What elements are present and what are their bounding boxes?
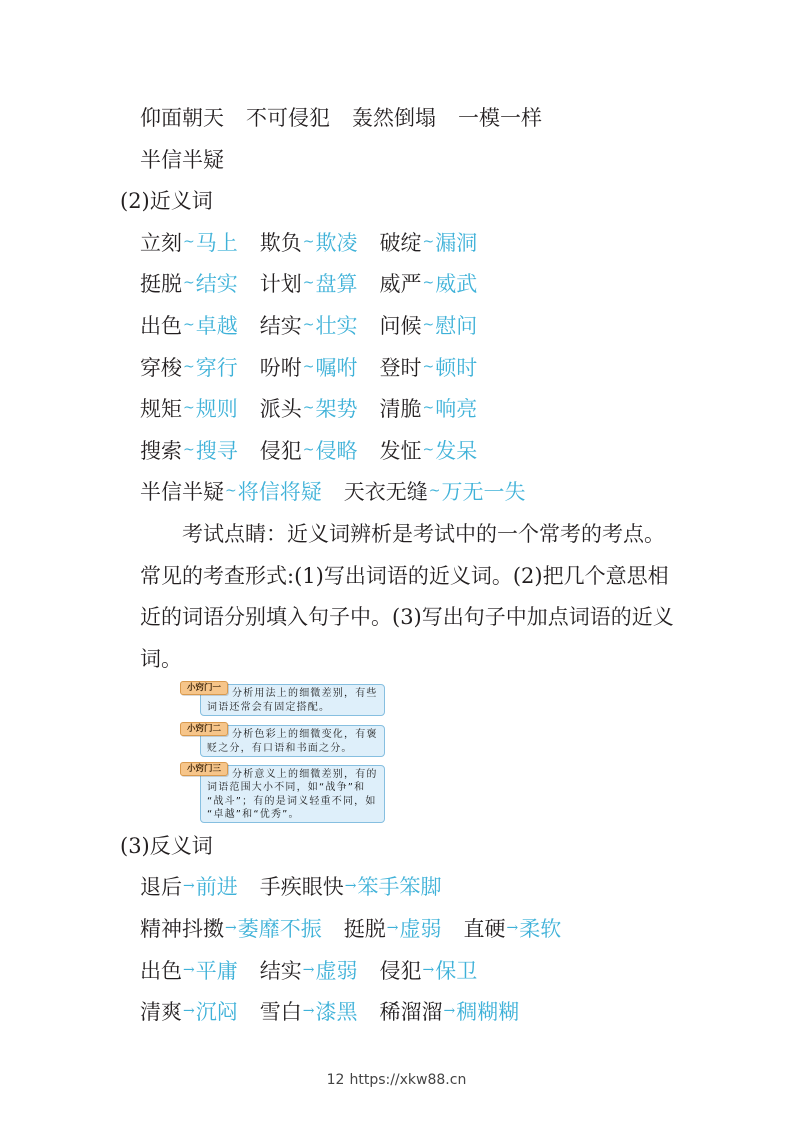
synonym-word: 派头 [259, 397, 302, 422]
tilde-connector: ~ [183, 358, 195, 375]
synonym-word: 清脆 [379, 397, 422, 422]
exam-tip-line [0, 554, 793, 596]
synonym-answer: 侵略 [315, 438, 358, 463]
arrow-connector: → [344, 878, 357, 895]
tilde-connector: ~ [302, 358, 315, 375]
synonym-word: 挺脱 [140, 272, 182, 297]
arrow-connector: → [183, 878, 195, 895]
synonym-word: 半信半疑 [140, 480, 224, 505]
antonym-word: 挺脱 [343, 917, 386, 942]
antonym-pair [140, 955, 238, 985]
tilde-connector: ~ [225, 483, 237, 500]
arrow-connector: → [506, 920, 519, 937]
exam-tip-line [0, 595, 793, 637]
synonym-pair [260, 393, 358, 423]
synonym-answer: 结实 [195, 272, 238, 297]
antonym-answer: 笨手笨脚 [357, 875, 442, 900]
antonym-word: 退后 [140, 875, 182, 900]
exam-tip-text: 考试点睛：近义词辨析是考试中的一个常考的考点。 [182, 521, 665, 546]
page-footer [0, 1070, 793, 1090]
synonym-pair [379, 435, 477, 465]
tilde-connector: ~ [183, 400, 195, 417]
synonym-pair [379, 352, 477, 382]
synonym-row [0, 471, 793, 513]
exam-tip-line [0, 637, 793, 679]
tip-text-line: 贬之分，有口语和书面之分。 [207, 742, 353, 754]
antonyms-heading-text: (3)反义词 [120, 833, 213, 858]
tip-text-line: 词语还常会有固定搭配。 [207, 701, 331, 713]
tip-text-line: 分析色彩上的细微变化，有褒 [232, 728, 378, 740]
synonym-word: 侵犯 [259, 438, 302, 463]
synonym-pair [260, 435, 358, 465]
arrow-connector: → [183, 961, 195, 978]
synonym-word: 搜索 [140, 438, 182, 463]
synonym-pair [140, 310, 238, 340]
tilde-connector: ~ [422, 316, 435, 333]
tilde-connector: ~ [422, 441, 435, 458]
synonym-word: 发怔 [379, 438, 422, 463]
idiom-word: 轰然倒塌 [352, 105, 436, 130]
antonym-pair [379, 996, 519, 1026]
arrow-connector: → [302, 961, 315, 978]
tip-text-line: “卓越”和“优秀”。 [207, 809, 300, 821]
synonym-pair [379, 393, 477, 423]
tilde-connector: ~ [302, 316, 315, 333]
antonym-row [0, 990, 793, 1032]
idiom-word: 不可侵犯 [246, 105, 330, 130]
tilde-connector: ~ [422, 400, 435, 417]
synonym-row [0, 221, 793, 263]
synonym-pair [140, 268, 238, 298]
page-content [0, 96, 793, 1032]
synonym-answer: 卓越 [195, 313, 238, 338]
idiom-word: 半信半疑 [140, 147, 224, 172]
tip-text-line: 分析用法上的细微差别，有些 [232, 687, 378, 699]
antonym-answer: 萎靡不振 [237, 917, 322, 942]
antonym-word: 出色 [140, 958, 182, 983]
antonym-word: 直硬 [463, 917, 506, 942]
synonym-answer: 顿时 [435, 355, 478, 380]
arrow-connector: → [183, 1003, 195, 1020]
synonym-pair [140, 435, 238, 465]
synonym-word: 立刻 [140, 230, 182, 255]
synonym-word: 欺负 [259, 230, 302, 255]
idiom-word: 仰面朝天 [140, 105, 224, 130]
synonym-word: 登时 [379, 355, 422, 380]
synonym-answer: 搜寻 [195, 438, 238, 463]
synonym-word: 结实 [259, 313, 302, 338]
antonym-word: 雪白 [259, 1000, 302, 1025]
synonym-answer: 发呆 [435, 438, 478, 463]
tips-panel [0, 679, 793, 825]
antonym-answer: 平庸 [195, 958, 238, 983]
idiom-row [0, 138, 793, 180]
synonym-word: 穿梭 [140, 355, 182, 380]
synonym-pair [379, 227, 477, 257]
tilde-connector: ~ [422, 358, 435, 375]
antonym-word: 精神抖擞 [140, 917, 224, 942]
synonym-pair [260, 268, 358, 298]
antonym-pair [463, 913, 561, 943]
antonym-pair [379, 955, 477, 985]
antonym-answer: 柔软 [519, 917, 562, 942]
antonym-answer: 稠糊糊 [456, 1000, 520, 1025]
synonym-word: 出色 [140, 313, 182, 338]
tilde-connector: ~ [302, 400, 315, 417]
synonym-row [0, 429, 793, 471]
synonym-word: 问候 [379, 313, 422, 338]
synonym-word: 吩咐 [259, 355, 302, 380]
page-number: 12 [326, 1072, 345, 1088]
exam-tip-text: 词。 [140, 646, 182, 671]
synonym-answer: 欺凌 [315, 230, 358, 255]
synonym-word: 计划 [259, 272, 302, 297]
synonym-pair [260, 310, 358, 340]
synonym-pair [140, 476, 322, 506]
antonym-word: 稀溜溜 [379, 1000, 443, 1025]
synonym-pair [344, 476, 526, 506]
synonym-answer: 漏洞 [435, 230, 478, 255]
synonym-pair [140, 393, 238, 423]
tilde-connector: ~ [183, 441, 195, 458]
synonym-row [0, 304, 793, 346]
antonym-pair [140, 913, 322, 943]
antonym-pair [140, 871, 238, 901]
synonym-pair [140, 227, 238, 257]
tip-text-line: 词语范围大小不同，如“战争”和 [207, 782, 366, 794]
tilde-connector: ~ [422, 233, 435, 250]
tilde-connector: ~ [183, 233, 195, 250]
arrow-connector: → [225, 920, 237, 937]
synonym-pair [260, 352, 358, 382]
synonyms-heading [0, 179, 793, 221]
tip-label: 小窍门一 [180, 681, 228, 695]
antonym-answer: 虚弱 [399, 917, 442, 942]
synonym-answer: 嘱咐 [315, 355, 358, 380]
exam-tip-text: 常见的考查形式:(1)写出词语的近义词。(2)把几个意思相 [140, 563, 669, 588]
idiom-word: 一模一样 [458, 105, 542, 130]
arrow-connector: → [422, 961, 435, 978]
synonym-answer: 壮实 [315, 313, 358, 338]
tilde-connector: ~ [428, 483, 441, 500]
tilde-connector: ~ [302, 233, 315, 250]
synonym-word: 威严 [379, 272, 422, 297]
antonym-word: 侵犯 [379, 958, 422, 983]
antonym-pair [260, 996, 358, 1026]
tilde-connector: ~ [302, 441, 315, 458]
arrow-connector: → [386, 920, 399, 937]
antonym-pair [344, 913, 442, 943]
antonym-answer: 前进 [195, 875, 238, 900]
synonym-answer: 规则 [195, 397, 238, 422]
exam-tip-text: 近的词语分别填入句子中。(3)写出句子中加点词语的近义 [140, 605, 674, 630]
antonym-pair [260, 955, 358, 985]
synonym-answer: 万无一失 [441, 480, 526, 505]
synonym-pair [379, 268, 477, 298]
synonym-row [0, 263, 793, 305]
antonym-row [0, 949, 793, 991]
antonym-answer: 虚弱 [315, 958, 358, 983]
tip-label: 小窍门三 [180, 762, 228, 776]
tilde-connector: ~ [422, 275, 435, 292]
antonym-word: 手疾眼快 [259, 875, 344, 900]
arrow-connector: → [443, 1003, 456, 1020]
antonym-answer: 沉闷 [195, 1000, 238, 1025]
synonym-row [0, 346, 793, 388]
antonym-word: 结实 [259, 958, 302, 983]
antonym-answer: 保卫 [435, 958, 478, 983]
synonym-answer: 将信将疑 [237, 480, 322, 505]
tilde-connector: ~ [183, 275, 195, 292]
arrow-connector: → [302, 1003, 315, 1020]
synonym-answer: 马上 [195, 230, 238, 255]
synonym-row [0, 387, 793, 429]
antonym-row [0, 907, 793, 949]
synonym-answer: 慰问 [435, 313, 478, 338]
tip-text-line: 分析意义上的细微差别，有的 [232, 768, 378, 780]
synonym-answer: 威武 [435, 272, 478, 297]
footer-url: https://xkw88.cn [349, 1072, 467, 1088]
synonym-answer: 架势 [315, 397, 358, 422]
synonym-pair [260, 227, 358, 257]
synonym-answer: 盘算 [315, 272, 358, 297]
antonym-answer: 漆黑 [315, 1000, 358, 1025]
antonym-pair [260, 871, 442, 901]
antonym-pair [140, 996, 238, 1026]
tilde-connector: ~ [183, 316, 195, 333]
synonym-pair [379, 310, 477, 340]
synonym-answer: 响亮 [435, 397, 478, 422]
synonyms-heading-text: (2)近义词 [120, 189, 213, 214]
antonyms-heading [0, 824, 793, 866]
synonym-word: 天衣无缝 [343, 480, 428, 505]
antonym-word: 清爽 [140, 1000, 182, 1025]
antonym-row [0, 866, 793, 908]
synonym-word: 破绽 [379, 230, 422, 255]
idiom-row [0, 96, 793, 138]
tip-label: 小窍门二 [180, 722, 228, 736]
synonym-pair [140, 352, 238, 382]
synonym-answer: 穿行 [195, 355, 238, 380]
synonym-word: 规矩 [140, 397, 182, 422]
exam-tip-line [0, 512, 793, 554]
tilde-connector: ~ [302, 275, 315, 292]
tip-text-line: “战斗”；有的是词义轻重不同，如 [207, 795, 377, 807]
